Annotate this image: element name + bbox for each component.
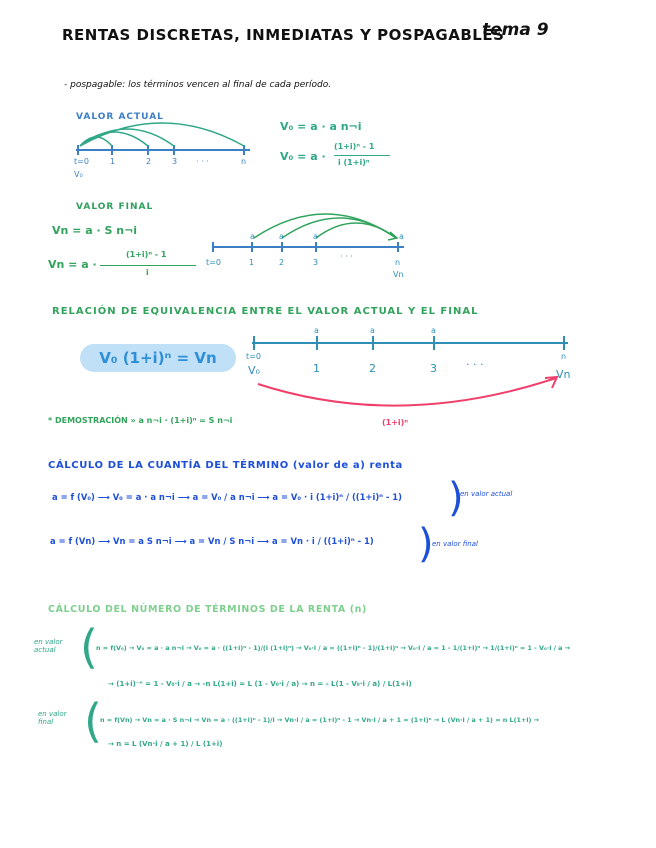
va-axis-label-0: t=0 (74, 157, 89, 166)
vf-axis-ellipsis: · · · (340, 252, 353, 261)
terminos-final-brace: ( (84, 694, 102, 748)
va-axis-label-2: 2 (146, 157, 152, 166)
terminos-final-row-2: → n = L (Vn·i / a + 1) / L (1+i) (108, 740, 223, 748)
vf-top-label-n: a (399, 232, 404, 241)
va-v0-label: V₀ (74, 170, 83, 179)
eq-top-label-3: a (431, 326, 436, 335)
page-title: RENTAS DISCRETAS, INMEDIATAS Y POSPAGABLES (62, 26, 505, 44)
eq-top-label-1: a (314, 326, 319, 335)
cuantia-heading: CÁLCULO DE LA CUANTÍA DEL TÉRMINO (valor de a) renta (48, 460, 403, 471)
vf-axis-label-n: n (395, 258, 401, 267)
terminos-actual-label: en valor actual (34, 638, 63, 654)
vf-top-label-1: a (250, 232, 255, 241)
valor-final-formula-2-lhs: Vn = a · (48, 258, 97, 271)
eq-vn-label: Vn (556, 368, 571, 381)
vf-vn-label: Vn (393, 270, 404, 279)
vf-axis-label-2: 2 (279, 258, 285, 267)
eq-axis-label-1: 1 (313, 362, 320, 375)
equivalencia-formula: V₀ (1+i)ⁿ = Vn (80, 344, 236, 372)
terminos-actual-brace: ( (80, 620, 98, 674)
valor-actual-timeline (76, 123, 250, 155)
va-axis-ellipsis: · · · (196, 157, 209, 166)
tema-number: tema 9 (482, 20, 549, 40)
valor-final-formula-2-denominator: i (146, 268, 149, 277)
equivalencia-heading: RELACIÓN DE EQUIVALENCIA ENTRE EL VALOR ACTUAL Y EL FINAL (52, 306, 479, 317)
eq-axis-label-0: t=0 (246, 352, 261, 361)
pospagable-note: - pospagable: los términos vencen al final de cada período. (64, 80, 332, 90)
eq-axis-label-n: n (561, 352, 567, 361)
eq-axis-label-3: 3 (430, 362, 437, 375)
eq-axis-label-2: 2 (369, 362, 376, 375)
valor-actual-formula-2-numerator: (1+i)ⁿ - 1 (334, 142, 375, 151)
cuantia-row-2: a = f (Vn) ⟶ Vn = a S n¬i ⟶ a = Vn / S n¬i ⟶ a = Vn · i / ((1+i)ⁿ - 1) (50, 536, 374, 546)
valor-actual-formula-1: V₀ = a · a n¬i (280, 120, 362, 133)
valor-final-heading: VALOR FINAL (76, 202, 154, 212)
vf-axis-label-1: 1 (249, 258, 255, 267)
va-axis-label-n: n (241, 157, 247, 166)
va-axis-label-1: 1 (110, 157, 116, 166)
vf-axis-label-0: t=0 (206, 258, 221, 267)
eq-top-label-2: a (370, 326, 375, 335)
demostracion-text: * DEMOSTRACIÓN » a n¬i · (1+i)ⁿ = S n¬i (48, 416, 233, 425)
valor-actual-formula-2-denominator: i (1+i)ⁿ (338, 158, 370, 167)
vf-top-label-3: a (313, 232, 318, 241)
terminos-final-label: en valor final (38, 710, 67, 726)
valor-actual-formula-2-lhs: V₀ = a · (280, 150, 326, 163)
fraction-bar (334, 155, 390, 156)
terminos-actual-row-1: n = f(V₀) → V₀ = a · a n¬i → V₀ = a · ((1+i)ⁿ - 1)/(i (1+i)ⁿ) → V₀·i / a = ((1+i)ⁿ - 1)/(1+i)ⁿ → V₀·i / a = 1 - 1/(1+i)ⁿ → 1/(1+i)ⁿ = 1 - V₀·i / a → (96, 644, 571, 652)
fraction-bar (100, 265, 196, 266)
cuantia-row-2-note: en valor final (432, 540, 478, 548)
va-axis-label-3: 3 (172, 157, 178, 166)
valor-actual-heading: VALOR ACTUAL (76, 112, 164, 122)
eq-axis-ellipsis: · · · (466, 358, 484, 371)
valor-final-timeline (212, 214, 404, 252)
cuantia-row-1-note: en valor actual (460, 490, 513, 498)
eq-v0-label: V₀ (248, 364, 260, 377)
valor-final-formula-1: Vn = a · S n¬i (52, 224, 138, 237)
vf-top-label-2: a (279, 232, 284, 241)
terminos-heading: CÁLCULO DEL NÚMERO DE TÉRMINOS DE LA RENTA (n) (48, 604, 367, 615)
eq-arrow-label: (1+i)ⁿ (382, 418, 408, 427)
valor-final-formula-2-numerator: (1+i)ⁿ - 1 (126, 250, 167, 259)
terminos-actual-row-2: → (1+i)⁻ⁿ = 1 - V₀·i / a → -n L(1+i) = L (1 - V₀·i / a) → n = - L(1 - V₀·i / a) / L(1+i) (108, 680, 412, 688)
cuantia-brace-2: ) (418, 521, 434, 567)
cuantia-row-1: a = f (V₀) ⟶ V₀ = a · a n¬i ⟶ a = V₀ / a n¬i ⟶ a = V₀ · i (1+i)ⁿ / ((1+i)ⁿ - 1) (52, 492, 402, 502)
terminos-final-row-1: n = f(Vn) → Vn = a · S n¬i → Vn = a · ((1+i)ⁿ - 1)/i → Vn·i / a = (1+i)ⁿ - 1 → Vn·i / a + 1 = (1+i)ⁿ → L (Vn·i / a + 1) = n L(1+i) → (100, 716, 540, 724)
equivalencia-timeline (252, 336, 568, 406)
vf-axis-label-3: 3 (313, 258, 319, 267)
cuantia-brace-1: ) (448, 475, 464, 521)
